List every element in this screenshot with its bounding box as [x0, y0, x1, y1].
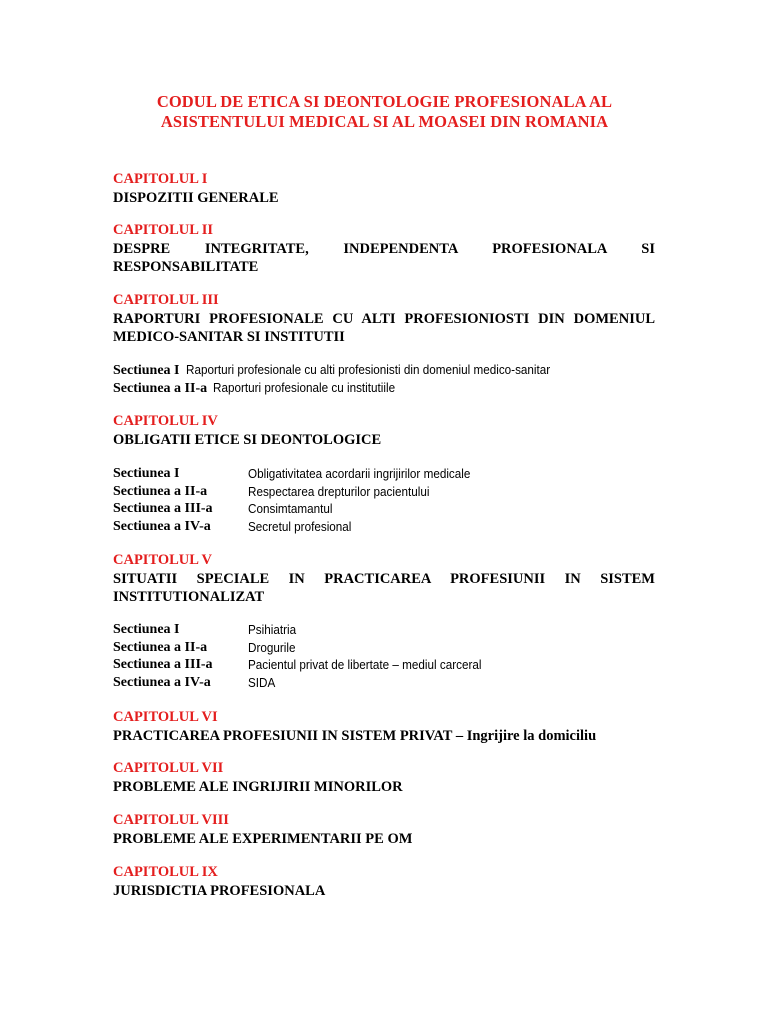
- section-description: Secretul profesional: [248, 518, 352, 534]
- section-name: Sectiunea a III-a: [113, 657, 213, 672]
- section-row: [113, 500, 673, 518]
- chapter-title-line: DISPOZITII GENERALE: [113, 189, 279, 206]
- chapter-5: [113, 552, 655, 606]
- chapter-title: [113, 727, 655, 745]
- chapter-title-line: JURISDICTIA PROFESIONALA: [113, 882, 326, 899]
- chapter-title: [113, 778, 655, 796]
- chapter-label: CAPITOLUL VIII: [113, 812, 229, 828]
- section-row: [113, 656, 673, 674]
- chapter-1: [113, 171, 655, 207]
- section-description: Consimtamantul: [248, 501, 333, 516]
- section-name: Sectiunea I: [113, 466, 180, 481]
- section-row: [113, 379, 673, 397]
- chapter-title: [113, 431, 655, 449]
- chapter-title-line: DESPRE INTEGRITATE, INDEPENDENTA PROFESIONALA SI: [113, 240, 655, 257]
- section-name: Sectiunea I: [113, 622, 180, 637]
- section-name: Sectiunea a II-a: [113, 639, 208, 655]
- section-name: Sectiunea a II-a: [113, 380, 208, 396]
- chapter-title-line: OBLIGATII ETICE SI DEONTOLOGICE: [113, 431, 382, 448]
- chapter-4-sections: [113, 465, 673, 535]
- chapter-3-sections: [113, 361, 673, 396]
- section-description: Drogurile: [248, 639, 296, 655]
- chapter-label: CAPITOLUL VII: [113, 760, 224, 776]
- chapter-9: [113, 864, 655, 900]
- section-row: [113, 361, 673, 379]
- chapter-label: CAPITOLUL IV: [113, 413, 218, 429]
- chapter-label: CAPITOLUL IX: [113, 864, 218, 880]
- chapter-title: [113, 830, 655, 848]
- section-row: [113, 483, 673, 501]
- section-name: Sectiunea a IV-a: [113, 674, 211, 690]
- section-description: Psihiatria: [248, 622, 297, 637]
- chapter-2: [113, 222, 655, 276]
- chapter-label: CAPITOLUL II: [113, 222, 214, 238]
- section-description: SIDA: [248, 674, 276, 690]
- section-row: [113, 621, 673, 639]
- chapter-title: [113, 189, 655, 207]
- chapter-title: [113, 240, 655, 276]
- section-row: [113, 465, 673, 483]
- chapter-3: [113, 292, 655, 346]
- chapter-title-line: RESPONSABILITATE: [113, 258, 259, 275]
- section-row: [113, 518, 673, 536]
- chapter-title-line: PROBLEME ALE INGRIJIRII MINORILOR: [113, 778, 403, 795]
- chapter-label: CAPITOLUL V: [113, 552, 212, 568]
- chapter-6: [113, 709, 655, 745]
- section-name: Sectiunea a II-a: [113, 483, 208, 499]
- document-title: [113, 92, 656, 132]
- section-name: Sectiunea a III-a: [113, 501, 213, 516]
- section-row: [113, 639, 673, 657]
- chapter-label: CAPITOLUL III: [113, 292, 219, 308]
- chapter-4: [113, 413, 655, 449]
- chapter-title: [113, 570, 655, 606]
- section-description: Respectarea drepturilor pacientului: [248, 483, 430, 499]
- section-row: [113, 674, 673, 692]
- document-title-line-1: CODUL DE ETICA SI DEONTOLOGIE PROFESIONALA AL: [156, 92, 613, 111]
- chapter-title: [113, 310, 655, 346]
- chapter-title: [113, 882, 655, 900]
- chapter-title-line: SITUATII SPECIALE IN PRACTICAREA PROFESIUNII IN SISTEM: [113, 570, 655, 587]
- section-description: Raporturi profesionale cu alti profesionisti din domeniul medico-sanitar: [185, 362, 550, 377]
- section-description: Obligativitatea acordarii ingrijirilor medicale: [248, 466, 471, 481]
- section-description: Raporturi profesionale cu institutiile: [213, 379, 396, 395]
- section-name: Sectiunea a IV-a: [113, 518, 211, 534]
- chapter-title-line: MEDICO-SANITAR SI INSTITUTII: [113, 328, 345, 345]
- chapter-label: CAPITOLUL I: [113, 171, 208, 187]
- section-description: Pacientul privat de libertate – mediul carceral: [248, 657, 482, 672]
- chapter-title-line: PROBLEME ALE EXPERIMENTARII PE OM: [113, 830, 413, 847]
- chapter-title-line: RAPORTURI PROFESIONALE CU ALTI PROFESIONIOSTI DIN DOMENIUL: [113, 310, 655, 327]
- chapter-7: [113, 760, 655, 796]
- chapter-5-sections: [113, 621, 673, 691]
- chapter-title-line: PRACTICAREA PROFESIUNII IN SISTEM PRIVAT – Ingrijire la domiciliu: [113, 727, 597, 744]
- section-name: Sectiunea I: [113, 363, 180, 378]
- document-title-line-2: ASISTENTULUI MEDICAL SI AL MOASEI DIN ROMANIA: [160, 112, 609, 131]
- chapter-label: CAPITOLUL VI: [113, 709, 218, 725]
- chapter-title-line: INSTITUTIONALIZAT: [113, 588, 265, 605]
- chapter-8: [113, 812, 655, 848]
